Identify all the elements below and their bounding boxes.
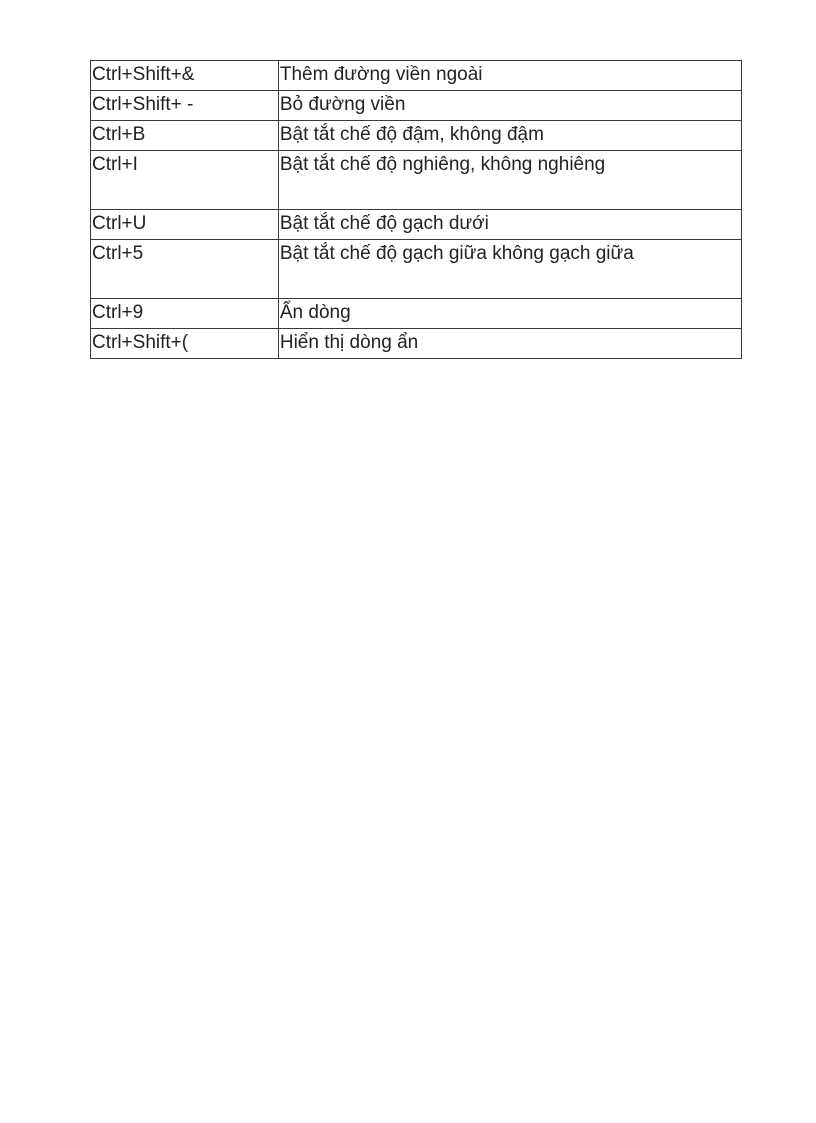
shortcut-key-cell: Ctrl+Shift+ -	[91, 91, 279, 121]
table-row	[91, 299, 742, 329]
shortcut-key-cell: Ctrl+B	[91, 121, 279, 151]
shortcut-table-body	[91, 61, 742, 359]
shortcut-description-cell: Bật tắt chế độ gạch giữa không gạch giữa	[278, 240, 741, 299]
shortcut-key-cell: Ctrl+Shift+(	[91, 329, 279, 359]
shortcut-description-cell: Bật tắt chế độ đậm, không đậm	[278, 121, 741, 151]
table-row	[91, 61, 742, 91]
shortcut-table	[90, 60, 742, 359]
shortcut-description-cell: Bật tắt chế độ nghiêng, không nghiêng	[278, 151, 741, 210]
shortcut-key-cell: Ctrl+5	[91, 240, 279, 299]
shortcut-description-cell: Hiển thị dòng ẩn	[278, 329, 741, 359]
shortcut-key-cell: Ctrl+Shift+&	[91, 61, 279, 91]
table-row	[91, 151, 742, 210]
shortcut-description-cell: Thêm đường viền ngoài	[278, 61, 741, 91]
table-row	[91, 329, 742, 359]
shortcut-description-cell: Bật tắt chế độ gạch dưới	[278, 210, 741, 240]
table-row	[91, 121, 742, 151]
shortcut-key-cell: Ctrl+9	[91, 299, 279, 329]
shortcut-description-cell: Bỏ đường viền	[278, 91, 741, 121]
shortcut-key-cell: Ctrl+U	[91, 210, 279, 240]
table-row	[91, 210, 742, 240]
shortcut-description-cell: Ẩn dòng	[278, 299, 741, 329]
table-row	[91, 91, 742, 121]
shortcut-key-cell: Ctrl+I	[91, 151, 279, 210]
table-row	[91, 240, 742, 299]
